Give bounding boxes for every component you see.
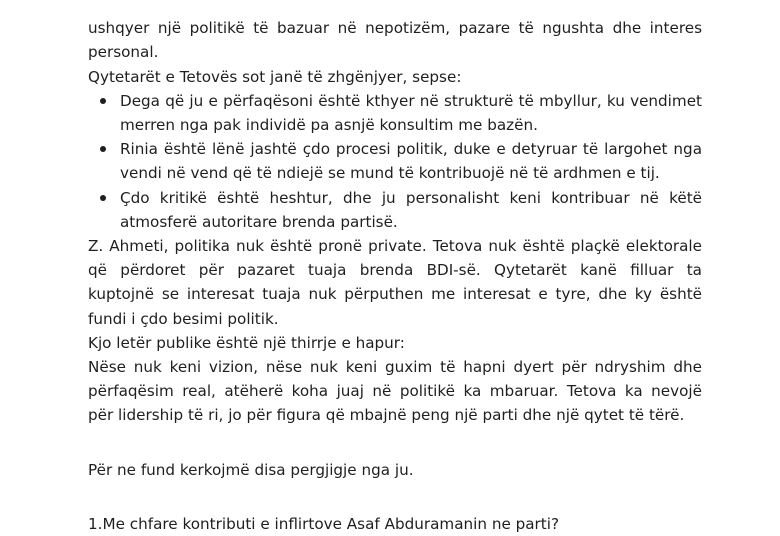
intro-line-1: ushqyer një politikë të bazuar në nepotizëm, pazare të ngushta dhe interes [88,19,702,38]
ahmeti-line-2: që përdoret për pazaret tuaja brenda BDI-së. Qytetarët kanë filluar ta [88,261,702,280]
bullet-3-line-1: Çdo kritikë është heshtur, dhe ju personalisht keni kontribuar në këtë [120,188,702,207]
spacer [88,482,702,512]
bullet-1-line-2: merren nga pak individë pa asnjë konsultim me bazën. [120,116,538,134]
ahmeti-line-3: kuptojnë se interesat tuaja nuk përputhen me interesat e tyre, dhe ky është [88,285,702,304]
ahmeti-line-4: fundi i çdo besimi politik. [88,309,279,328]
bullet-3-line-2: atmosferë autoritare brenda partisë. [120,212,398,231]
bullet-1-line-1: Dega që ju e përfaqësoni është kthyer në strukturë të mbyllur, ku vendimet [120,91,702,110]
list-item [88,186,702,234]
list-item [88,89,702,137]
vision-line-1: Nëse nuk keni vizion, nëse nuk keni guxim të hapni dyert për ndryshim dhe [88,358,702,377]
grievance-list [88,89,702,234]
letter-body [88,0,702,536]
ahmeti-line-1: Z. Ahmeti, politika nuk është pronë private. Tetova nuk është plaçkë elektorale [88,237,702,256]
question-1: 1.Me chfare kontributi e inflirtove Asaf Abduramanin ne parti? [88,514,560,533]
bullet-icon [100,146,106,152]
bullet-icon [100,195,106,201]
intro-line-1 [88,0,702,16]
vision-line-2: përfaqësim real, atëherë koha juaj në politikë ka mbaruar. Tetova ka nevojë [88,382,702,401]
bullet-icon [100,98,106,104]
vision-line-3: për lidership të ri, jo për figura që mbajnë peng një parti dhe një qytet të tërë. [88,406,685,425]
bullet-2-line-2: vendi në vend që të ndiejë se mund të kontribuojë në të ardhmen e tij. [120,164,660,183]
open-call: Kjo letër publike është një thirrje e hapur: [88,333,405,352]
intro-line-2: personal. [88,43,159,62]
spacer [88,428,702,458]
bullet-2-line-1: Rinia është lënë jashtë çdo procesi politik, duke e detyruar të largohet nga [120,140,702,159]
closing-request: Për ne fund kerkojmë disa pergjigje nga ju. [88,460,414,479]
citizens-heading: Qytetarët e Tetovës sot janë të zhgënjyer, sepse: [88,67,462,86]
list-item [88,137,702,185]
